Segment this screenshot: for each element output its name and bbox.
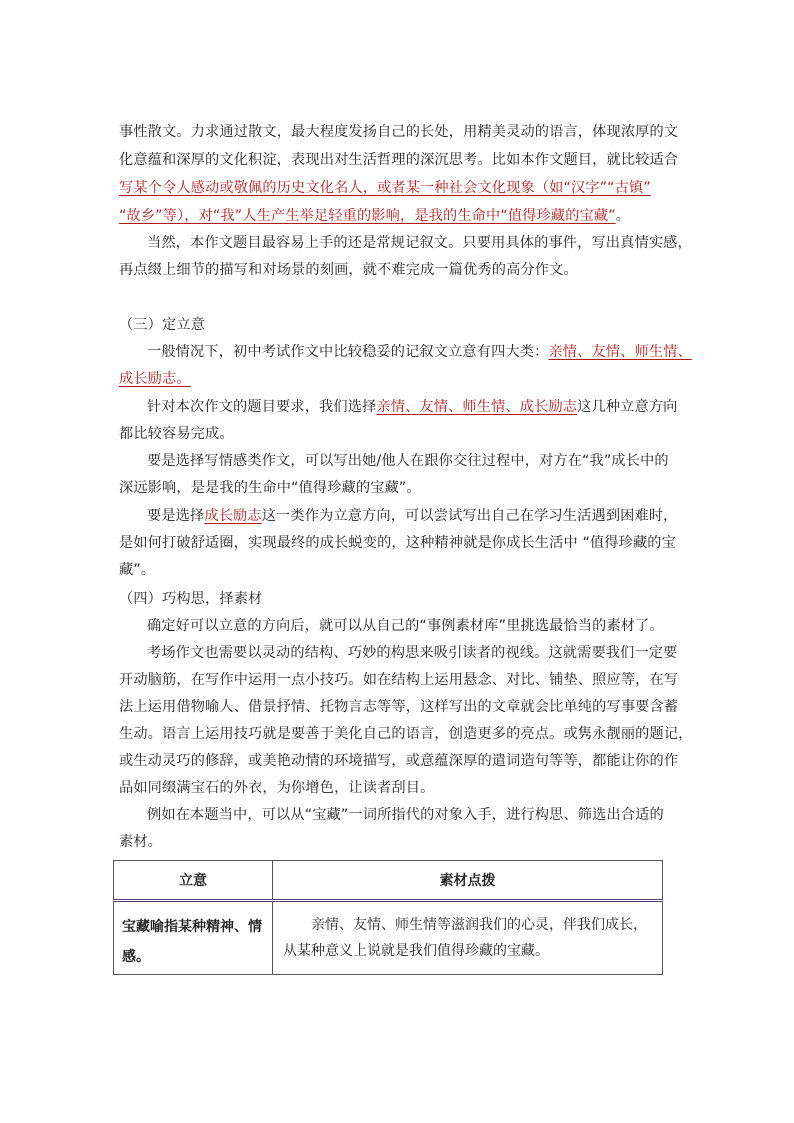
- paragraph-line: 要是选择写情感类作文，可以写出她/他人在跟你交往过程中，对方在“我”成长中的: [147, 453, 669, 469]
- paragraph-line: 事性散文。力求通过散文，最大程度发扬自己的长处，用精美灵动的语言，体现浓厚的文: [119, 124, 679, 140]
- paragraph-line: 是如何打破舒适圈，实现最终的成长蜕变的，这种精神就是你成长生活中 “值得珍藏的宝: [119, 535, 676, 551]
- text-span: 这一类作为立意方向，可以尝试写出自己在学习生活遇到困难时，: [261, 508, 678, 524]
- paragraph-line: 藏”。: [119, 562, 156, 578]
- paragraph-line: 法上运用借物喻人、借景抒情、托物言志等等，这样写出的文章就会比单纯的写事要含蓄: [119, 699, 679, 715]
- highlighted-line: 写某个令人感动或敬佩的历史文化名人，或者某一种社会文化现象（如“汉字”“古镇”: [119, 180, 651, 196]
- highlighted-text: “故乡”等），对“我”人生产生举足轻重的影响，是我的生命中“值得珍藏的宝藏”: [119, 208, 616, 224]
- paragraph-line: [147, 506, 678, 526]
- theme-cell: 宝藏喻指某种精神、情感。: [114, 901, 273, 975]
- text-span: 。: [615, 208, 631, 224]
- paragraph-line: [147, 397, 678, 417]
- text-span: 一般情况下，初中考试作文中比较稳妥的记叙文立意有四大类：: [147, 344, 549, 360]
- paragraph-line: 再点缀上细节的描写和对场景的刻画，就不难完成一篇优秀的高分作文。: [119, 262, 578, 278]
- paragraph-line: 例如在本题当中，可以从“宝藏”一词所指代的对象入手，进行构思、筛选出合适的: [147, 807, 664, 823]
- text-span: 这几种立意方向: [577, 399, 678, 415]
- column-header-theme: 立意: [114, 861, 273, 901]
- paragraph-line: [119, 206, 630, 226]
- paragraph-line: 都比较容易完成。: [119, 426, 234, 442]
- paragraph-line: 化意蕴和深厚的文化积淀，表现出对生活哲理的深沉思考。比如本作文题目，就比较适合: [119, 152, 679, 168]
- table-header-row: [114, 861, 663, 901]
- table-row: [114, 901, 663, 975]
- paragraph-line: 深远影响，是是我的生命中“值得珍藏的宝藏”。: [119, 480, 421, 496]
- highlighted-text: 亲情、友情、师生情、: [548, 344, 692, 360]
- material-text-line: 亲情、友情、师生情等滋润我们的心灵，伴我们成长，: [311, 917, 647, 933]
- paragraph-line: 考场作文也需要以灵动的结构、巧妙的构思来吸引读者的视线。这就需要我们一定要: [147, 645, 678, 661]
- paragraph-line: 素材。: [119, 834, 163, 850]
- paragraph-line: 或生动灵巧的修辞，或美艳动情的环境描写，或意蕴深厚的遣词造句等等，都能让你的作: [119, 753, 679, 769]
- paragraph-line: [147, 342, 692, 362]
- highlighted-line: 成长励志。: [119, 371, 191, 387]
- section-heading: （四）巧构思，择素材: [119, 591, 263, 607]
- material-table: [113, 860, 663, 975]
- paragraph-line: 生动。语言上运用技巧就是要善于美化自己的语言，创造更多的亮点。或隽永靓丽的题记，: [119, 726, 693, 742]
- text-span: 要是选择: [147, 508, 205, 524]
- column-header-material: 素材点拨: [273, 861, 663, 901]
- paragraph-line: 开动脑筋，在写作中运用一点小技巧。如在结构上运用悬念、对比、铺垫、照应等，在写: [119, 672, 679, 688]
- paragraph-line: 当然，本作文题目最容易上手的还是常规记叙文。只要用具体的事件，写出真情实感，: [147, 235, 692, 251]
- paragraph-line: 品如同缀满宝石的外衣，为你增色，让读者刮目。: [119, 780, 435, 796]
- material-text-line: 从某种意义上说就是我们值得珍藏的宝藏。: [283, 943, 549, 959]
- section-heading: （三）定立意: [119, 317, 206, 333]
- highlighted-text: 成长励志: [204, 508, 262, 524]
- text-span: 针对本次作文的题目要求，我们选择: [147, 399, 377, 415]
- material-cell: [273, 901, 663, 975]
- paragraph-line: 确定好可以立意的方向后，就可以从自己的“事例素材库”里挑选最恰当的素材了。: [147, 618, 664, 634]
- highlighted-text: 亲情、友情、师生情、成长励志: [376, 399, 578, 415]
